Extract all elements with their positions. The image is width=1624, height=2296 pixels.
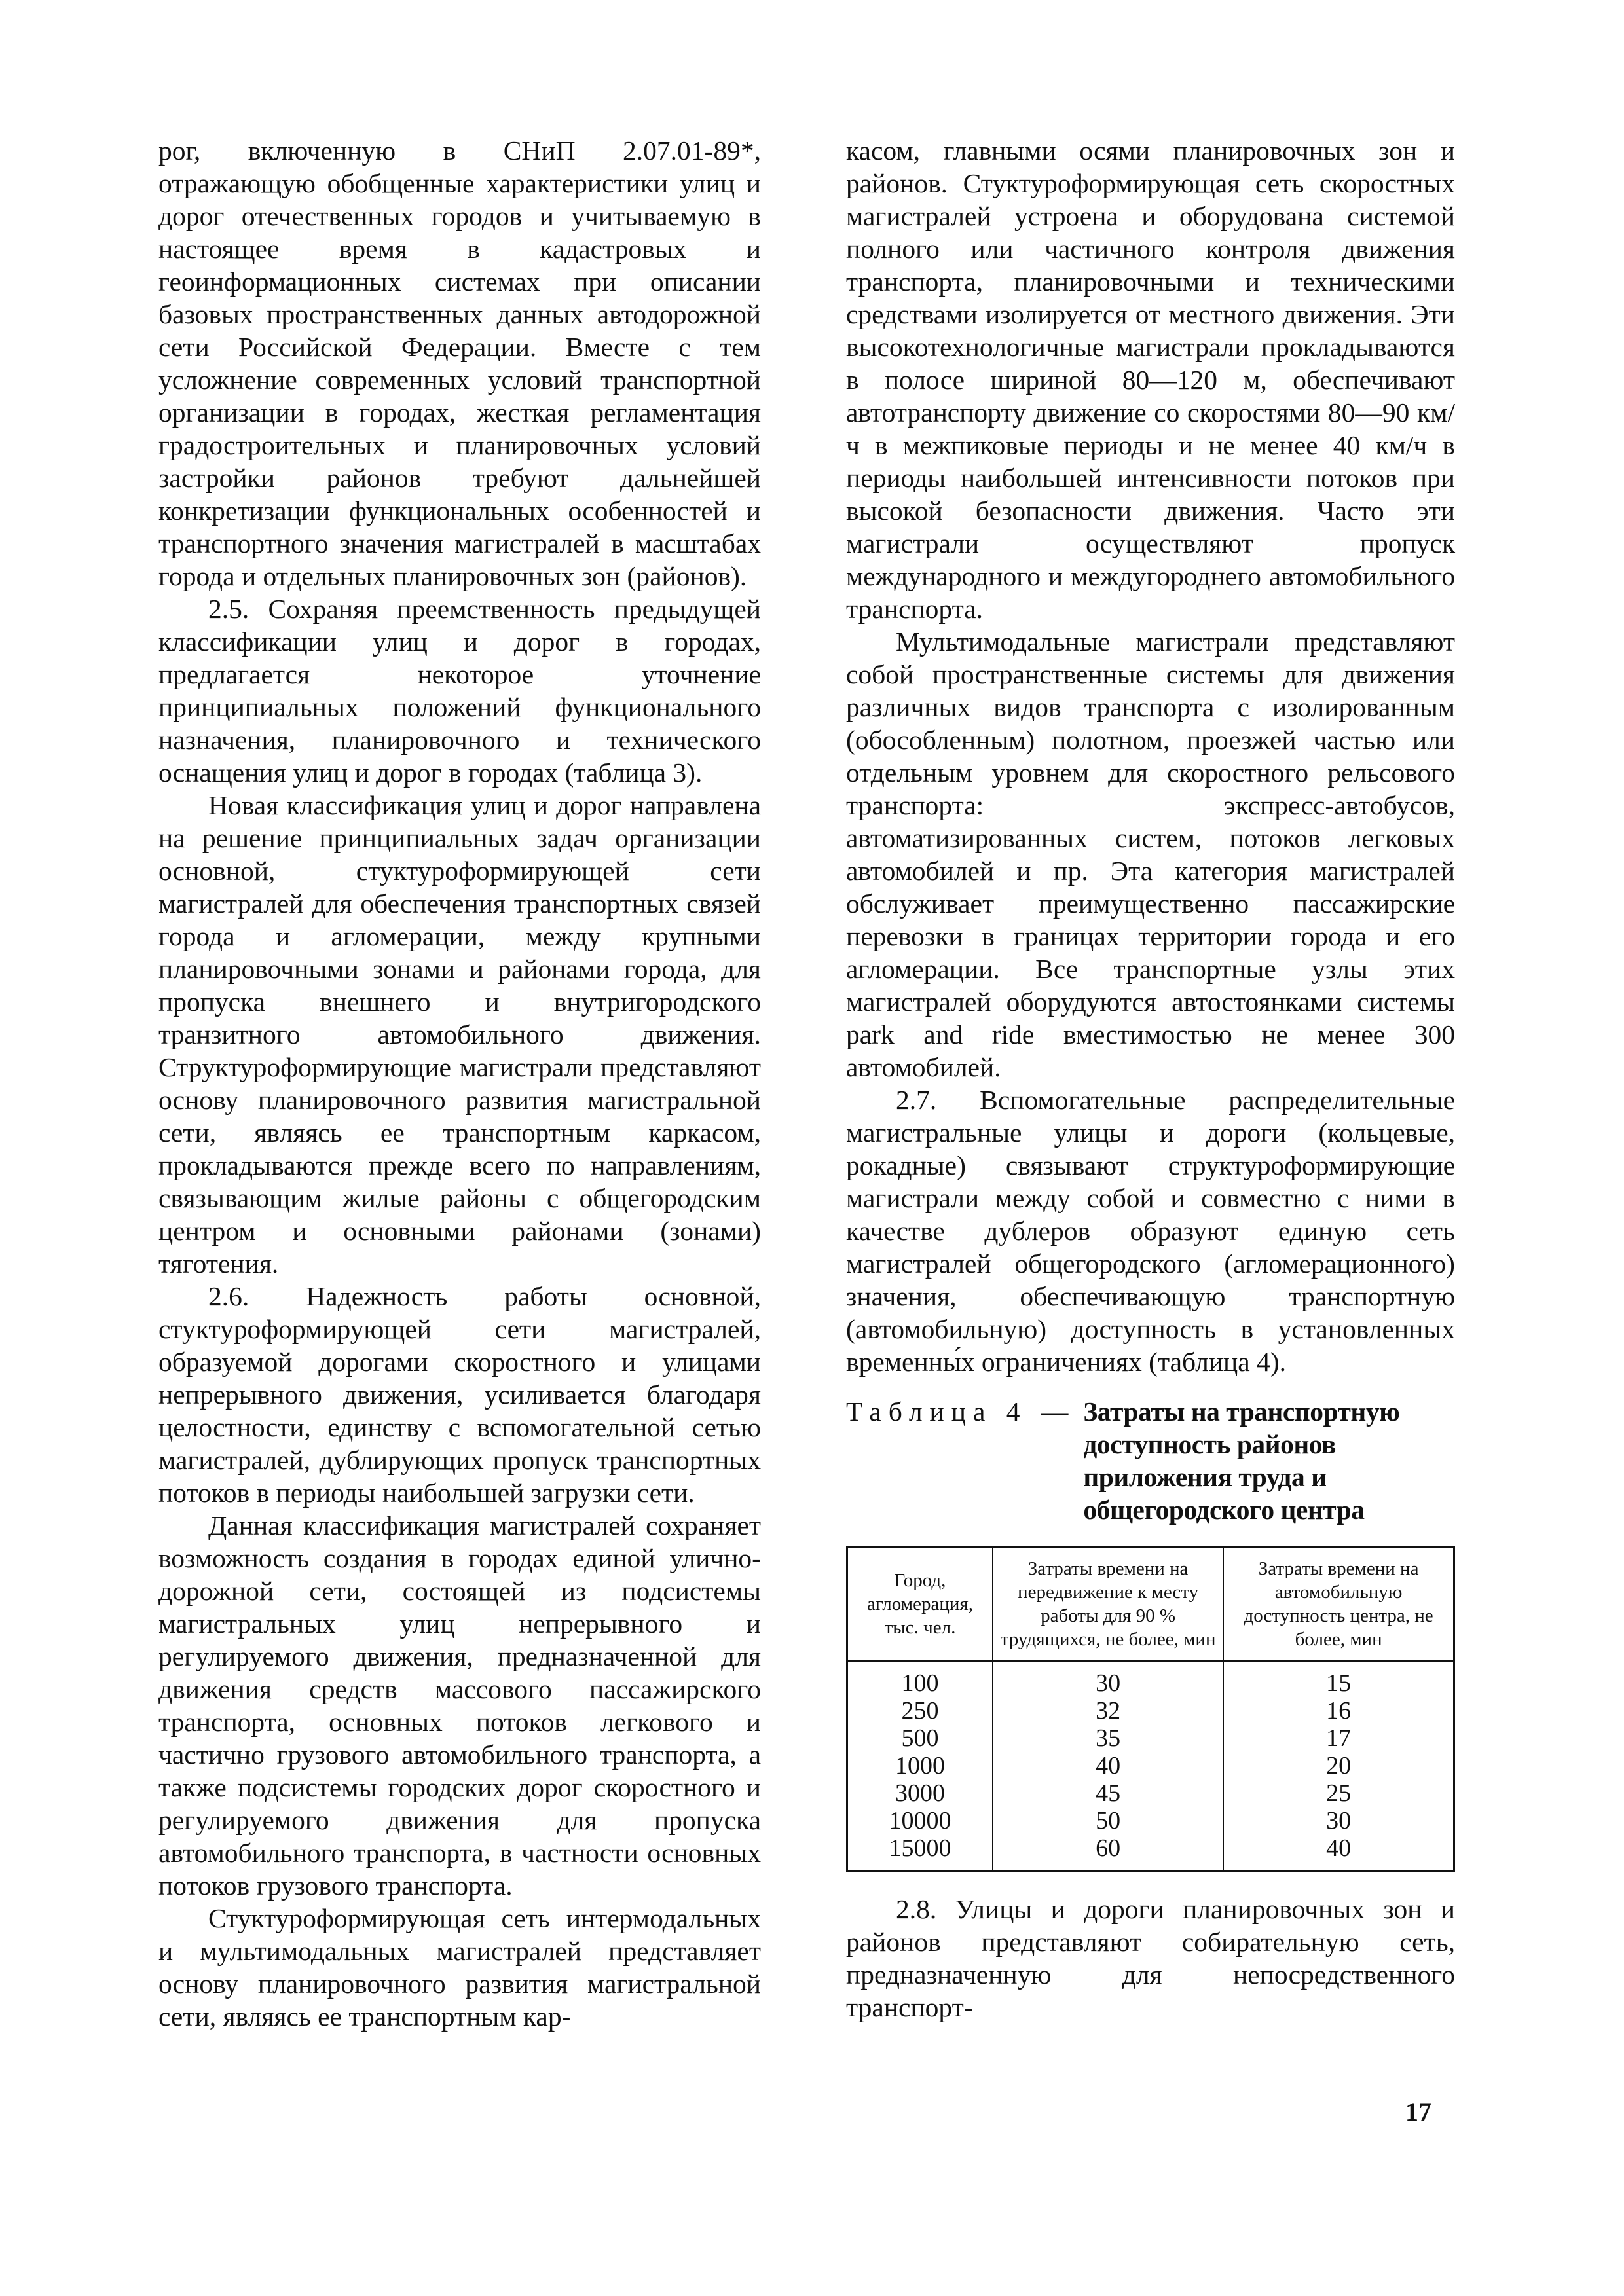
table-cell: 15 — [1223, 1661, 1454, 1697]
data-table — [846, 1546, 1455, 1872]
table-cell: 60 — [993, 1834, 1223, 1871]
table-cell: 500 — [847, 1724, 993, 1752]
paragraph-continued-right: касом, главными осями планировочных зон и районов. Стуктуроформирующая сеть скоростных магистралей устроена и оборудована системой полного или частичного контроля движения транспорта, планировочными и техническими средствами изолируется от местного движения. Эти высокотехнологичные магистрали прокладываются в полосе шириной 80—120 м, обеспечивают автотранспорту движение со скоростями 80—90 км/ч в межпиковые периоды и не менее 40 км/ч в периоды наибольшей интенсивности потоков при высокой безопасности движения. Часто эти магистрали осуществляют пропуск международного и междугороднего автомобильного транспорта. — [846, 136, 1455, 624]
table-row — [847, 1661, 1454, 1697]
right-text-column — [846, 134, 1455, 2024]
table-cell: 1000 — [847, 1752, 993, 1779]
table-row — [847, 1724, 1454, 1752]
paragraph-2-5: 2.5. Сохраняя преемственность предыдущей классификации улиц и дорог в городах, предлагается некоторое уточнение принципиальных положений функционального назначения, планировочного и технического оснащения улиц и дорог в городах (таблица 3). — [158, 594, 761, 788]
table-cell: 45 — [993, 1779, 1223, 1807]
table-cell: 32 — [993, 1697, 1223, 1724]
paragraph-classification-network: Данная классификация магистралей сохраняет возможность создания в городах единой улично-дорожной сети, состоящей из подсистемы магистральных улиц непрерывного и регулируемого движения, предназначенной для движения средств массового пассажирского транспорта, основных потоков легкового и частично грузового автомобильного транспорта, а также подсистемы городских дорог скоростного и регулируемого движения для пропуска автомобильного транспорта, в частности основных потоков грузового транспорта. — [158, 1510, 761, 1901]
paragraph-new-classification: Новая классификация улиц и дорог направлена на решение принципиальных задач организации основной, стуктуроформирующей сети магистралей для обеспечения транспортных связей города и агломерации, между крупными планировочными зонами и районами города, для пропуска внешнего и внутригородского транзитного автомобильного движения. Структуроформирующие магистрали представляют основу планировочного развития магистральной сети, являясь ее транспортным каркасом, прокладываются прежде всего по направлениям, связывающим жилые районы с общегородским центром и основными районами (зонами) тяготения. — [158, 790, 761, 1279]
header-center-access: Затраты времени на автомобильную доступность центра, не более, мин — [1223, 1547, 1454, 1662]
header-city: Город, агломерация, тыс. чел. — [847, 1547, 993, 1662]
table-row — [847, 1834, 1454, 1871]
table-cell: 30 — [993, 1661, 1223, 1697]
table-cell: 17 — [1223, 1724, 1454, 1752]
table-cell: 15000 — [847, 1834, 993, 1871]
table-cell: 250 — [847, 1697, 993, 1724]
paragraph-intermodal-network: Стуктуроформирующая сеть интермодальных и мультимодальных магистралей представляет основу планировочного развития магистральной сети, являясь ее транспортным кар- — [158, 1903, 761, 2032]
table-label: Таблица 4 — — [846, 1396, 1076, 1427]
table-header-row — [847, 1547, 1454, 1662]
table-title: Затраты на транспортную доступность районов приложения труда и общегородского центра — [1083, 1396, 1400, 1525]
table-row — [847, 1779, 1454, 1807]
table-cell: 16 — [1223, 1697, 1454, 1724]
paragraph-2-6: 2.6. Надежность работы основной, стуктуроформирующей сети магистралей, образуемой дорогами скоростного и улицами непрерывного движения, усиливается благодаря целостности, единству с вспомогательной сетью магистралей, дублирующих пропуск транспортных потоков в периоды наибольшей загрузки сети. — [158, 1281, 761, 1508]
table-cell: 3000 — [847, 1779, 993, 1807]
table-cell: 30 — [1223, 1807, 1454, 1834]
table-cell: 10000 — [847, 1807, 993, 1834]
table-caption — [846, 1395, 1455, 1526]
header-commute-time: Затраты времени на передвижение к месту работы для 90 % трудящихся, не более, мин — [993, 1547, 1223, 1662]
table-cell: 20 — [1223, 1752, 1454, 1779]
table-row — [847, 1697, 1454, 1724]
table-row — [847, 1807, 1454, 1834]
paragraph-2-8: 2.8. Улицы и дороги планировочных зон и районов представляют собирательную сеть, предназначенную для непосредственного транспорт- — [846, 1894, 1455, 2022]
table-cell: 35 — [993, 1724, 1223, 1752]
paragraph-2-7: 2.7. Вспомогательные распределительные магистральные улицы и дороги (кольцевые, рокадные) связывают структуроформирующие магистрали между собой и совместно с ними в качестве дублеров образуют единую сеть магистралей общегородского (агломерационного) значения, обеспечивающую транспортную (автомобильную) доступность в установленных временны́х ограничениях (таблица 4). — [846, 1085, 1455, 1377]
left-text-column — [158, 134, 761, 2033]
paragraph-continued: рог, включенную в СНиП 2.07.01-89*, отражающую обобщенные характеристики улиц и дорог отечественных городов и учитываемую в настоящее время в кадастровых и геоинформационных системах при описании базовых пространственных данных автодорожной сети Российской Федерации. Вместе с тем усложнение современных условий транспортной организации в городах, жесткая регламентация градостроительных и планировочных условий застройки районов требуют дальнейшей конкретизации функциональных особенностей и транспортного значения магистралей в масштабах города и отдельных планировочных зон (районов). — [158, 136, 761, 591]
table-cell: 100 — [847, 1661, 993, 1697]
table-cell: 50 — [993, 1807, 1223, 1834]
table-cell: 40 — [993, 1752, 1223, 1779]
page-number: 17 — [1405, 2097, 1431, 2126]
table-row — [847, 1752, 1454, 1779]
table-cell: 25 — [1223, 1779, 1454, 1807]
table-cell: 40 — [1223, 1834, 1454, 1871]
paragraph-multimodal: Мультимодальные магистрали представляют собой пространственные системы для движения различных видов транспорта с изолированным (обособленным) полотном, проезжей частью или отдельным уровнем для скоростного рельсового транспорта: экспресс-автобусов, автоматизированных систем, потоков легковых автомобилей и пр. Эта категория магистралей обслуживает преимущественно пассажирские перевозки в границах территории города и его агломерации. Все транспортные узлы этих магистралей оборудуются автостоянками системы park and ride вместимостью не менее 300 автомобилей. — [846, 627, 1455, 1082]
